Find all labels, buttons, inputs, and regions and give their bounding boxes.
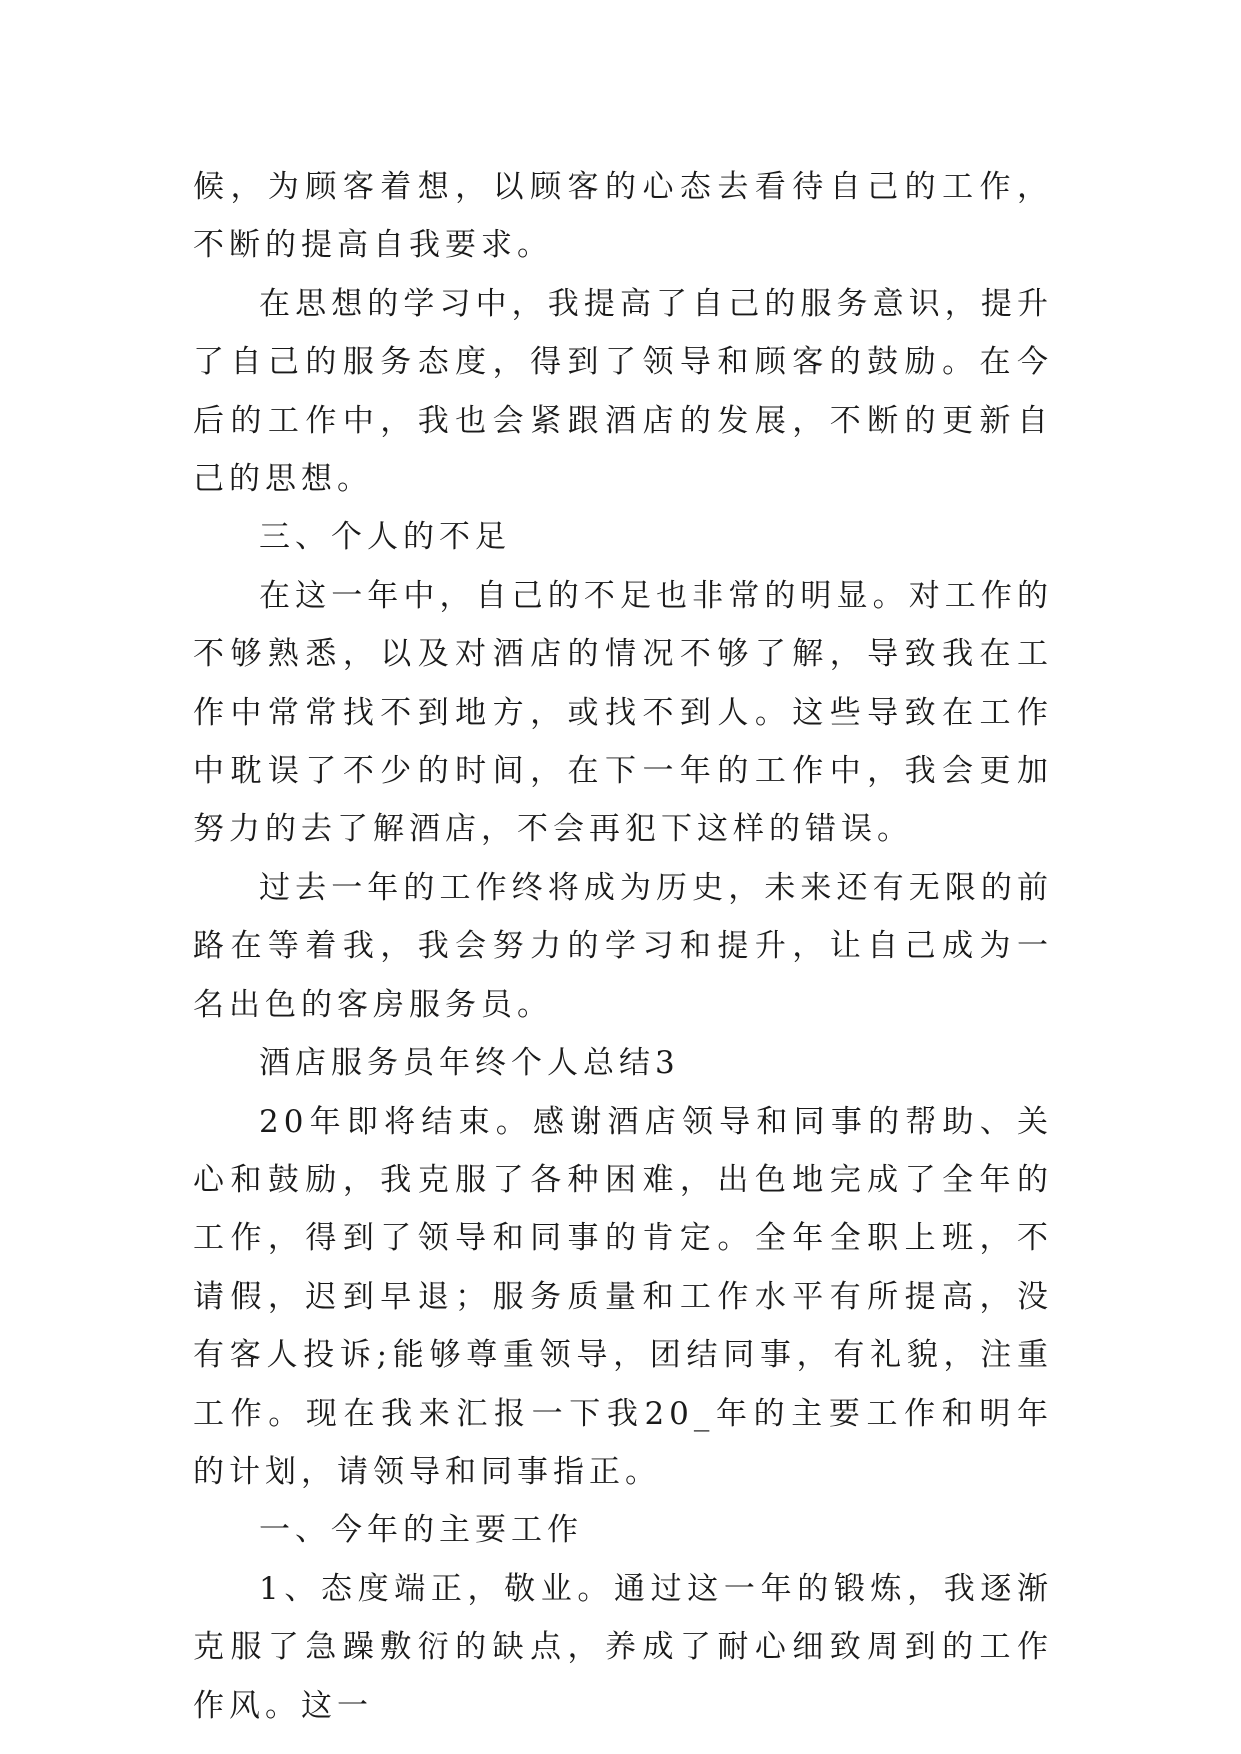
paragraph-5: 20年即将结束。感谢酒店领导和同事的帮助、关心和鼓励，我克服了各种困难，出色地完成了全年的工作，得到了领导和同事的肯定。全年全职上班，不请假，迟到早退；服务质量和工作水平有所提高，没有客人投诉;能够尊重领导，团结同事，有礼貌，注重工作。现在我来汇报一下我20_年的主要工作和明年的计划，请领导和同事指正。 xyxy=(193,1103,1053,1490)
document-subtitle: 酒店服务员年终个人总结3 xyxy=(259,1045,680,1082)
paragraph-4: 过去一年的工作终将成为历史，未来还有无限的前路在等着我，我会努力的学习和提升，让自己成为一名出色的客房服务员。 xyxy=(193,869,1053,1023)
paragraph-6: 1、态度端正，敬业。通过这一年的锻炼，我逐渐克服了急躁敷衍的缺点，养成了耐心细致周到的工作作风。这一 xyxy=(193,1570,1053,1724)
section-heading-main-work: 一、今年的主要工作 xyxy=(259,1512,583,1549)
paragraph-2: 在思想的学习中，我提高了自己的服务意识，提升了自己的服务态度，得到了领导和顾客的鼓励。在今后的工作中，我也会紧跟酒店的发展，不断的更新自己的思想。 xyxy=(193,285,1053,498)
document-body xyxy=(193,158,1053,1735)
paragraph-3: 在这一年中，自己的不足也非常的明显。对工作的不够熟悉，以及对酒店的情况不够了解，导致我在工作中常常找不到地方，或找不到人。这些导致在工作中耽误了不少的时间，在下一年的工作中，我会更加努力的去了解酒店，不会再犯下这样的错误。 xyxy=(193,577,1053,848)
section-heading-shortcomings: 三、个人的不足 xyxy=(259,519,511,556)
paragraph-1: 候，为顾客着想，以顾客的心态去看待自己的工作，不断的提高自我要求。 xyxy=(193,169,1053,264)
